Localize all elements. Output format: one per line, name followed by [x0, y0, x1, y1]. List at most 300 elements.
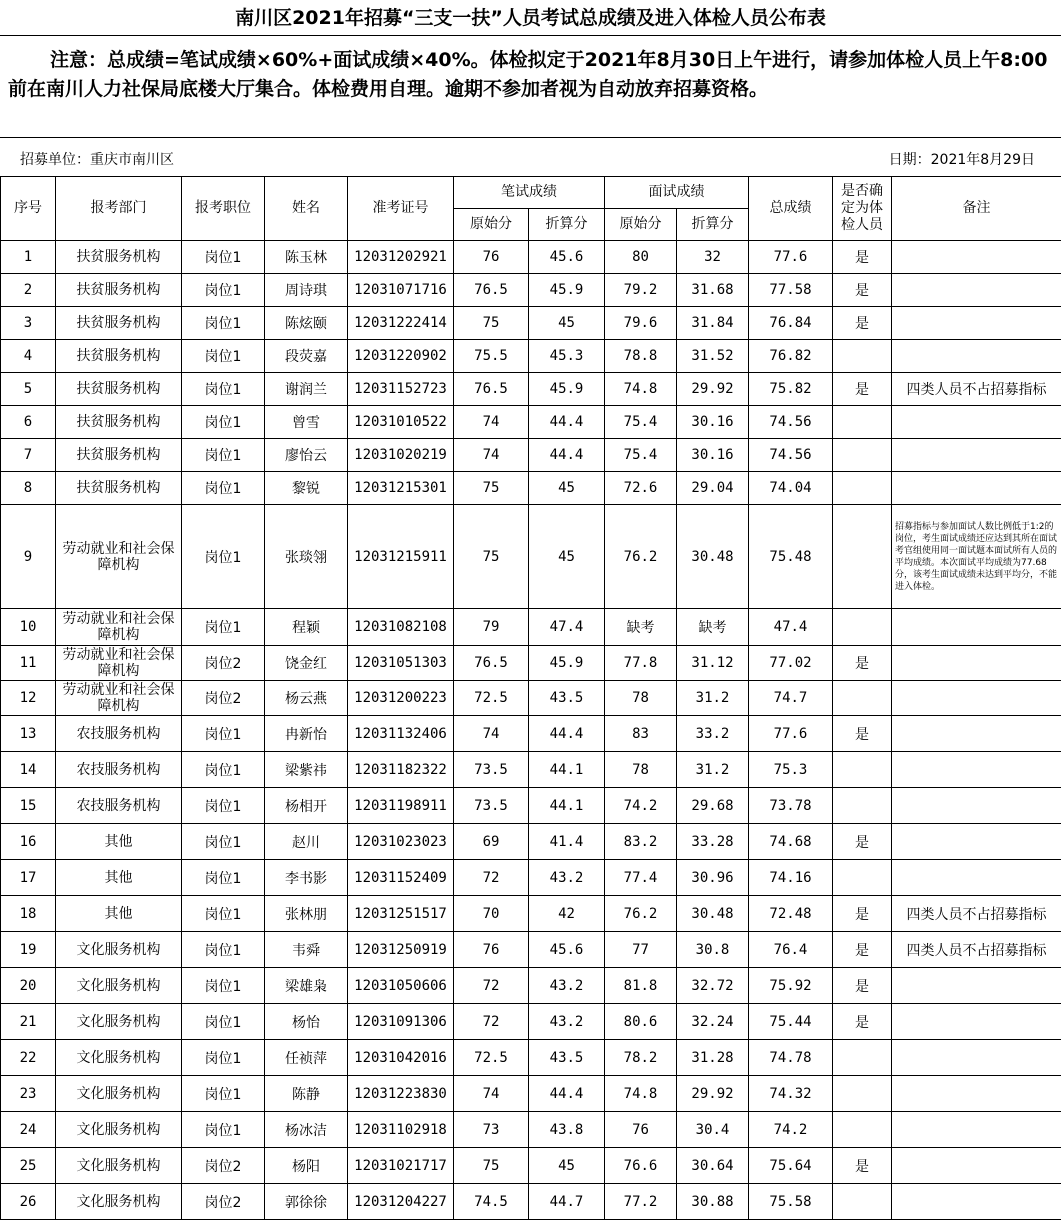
- cell-confirmed: 是: [833, 896, 892, 932]
- cell-written-converted: 43.2: [529, 968, 605, 1004]
- cell-post: 岗位1: [182, 307, 265, 340]
- cell-name: 杨怡: [265, 1004, 348, 1040]
- cell-dept: 扶贫服务机构: [56, 274, 182, 307]
- cell-dept: 劳动就业和社会保障机构: [56, 681, 182, 716]
- cell-post: 岗位2: [182, 646, 265, 681]
- cell-name: 郭徐徐: [265, 1184, 348, 1220]
- cell-dept: 文化服务机构: [56, 932, 182, 968]
- cell-written-converted: 44.4: [529, 1076, 605, 1112]
- cell-written-converted: 44.1: [529, 752, 605, 788]
- cell-seq: 13: [1, 716, 56, 752]
- cell-interview-raw: 76.6: [605, 1148, 677, 1184]
- cell-dept: 劳动就业和社会保障机构: [56, 505, 182, 609]
- cell-confirmed: [833, 472, 892, 505]
- cell-remark: [892, 860, 1061, 896]
- cell-remark: [892, 716, 1061, 752]
- cell-interview-converted: 30.8: [677, 932, 749, 968]
- cell-written-converted: 43.2: [529, 860, 605, 896]
- cell-remark: [892, 681, 1061, 716]
- cell-seq: 23: [1, 1076, 56, 1112]
- page-title: 南川区2021年招募“三支一扶”人员考试总成绩及进入体检人员公布表: [0, 0, 1061, 36]
- cell-interview-raw: 77.4: [605, 860, 677, 896]
- cell-interview-converted: 30.64: [677, 1148, 749, 1184]
- cell-post: 岗位2: [182, 1148, 265, 1184]
- cell-written-raw: 72.5: [454, 1040, 529, 1076]
- cell-remark: [892, 1076, 1061, 1112]
- cell-confirmed: [833, 1184, 892, 1220]
- cell-dept: 扶贫服务机构: [56, 373, 182, 406]
- cell-post: 岗位1: [182, 406, 265, 439]
- table-row: [1, 307, 1061, 340]
- cell-total: 77.6: [749, 241, 833, 274]
- cell-name: 韦舜: [265, 932, 348, 968]
- cell-seq: 1: [1, 241, 56, 274]
- cell-remark: [892, 241, 1061, 274]
- cell-ticket: 12031050606: [348, 968, 454, 1004]
- cell-written-raw: 73.5: [454, 788, 529, 824]
- cell-ticket: 12031220902: [348, 340, 454, 373]
- cell-confirmed: 是: [833, 1148, 892, 1184]
- cell-interview-raw: 78.2: [605, 1040, 677, 1076]
- table-row: [1, 1112, 1061, 1148]
- cell-interview-converted: 30.48: [677, 896, 749, 932]
- cell-written-converted: 43.5: [529, 1040, 605, 1076]
- cell-confirmed: [833, 860, 892, 896]
- cell-interview-converted: 30.96: [677, 860, 749, 896]
- cell-total: 74.68: [749, 824, 833, 860]
- cell-post: 岗位1: [182, 340, 265, 373]
- cell-seq: 7: [1, 439, 56, 472]
- cell-written-raw: 74.5: [454, 1184, 529, 1220]
- cell-name: 陈静: [265, 1076, 348, 1112]
- cell-seq: 5: [1, 373, 56, 406]
- cell-dept: 其他: [56, 896, 182, 932]
- cell-interview-raw: 76.2: [605, 896, 677, 932]
- cell-total: 73.78: [749, 788, 833, 824]
- cell-ticket: 12031132406: [348, 716, 454, 752]
- cell-name: 杨冰洁: [265, 1112, 348, 1148]
- cell-interview-raw: 78.8: [605, 340, 677, 373]
- cell-ticket: 12031182322: [348, 752, 454, 788]
- cell-total: 75.92: [749, 968, 833, 1004]
- cell-remark: [892, 646, 1061, 681]
- cell-written-raw: 79: [454, 609, 529, 646]
- cell-confirmed: 是: [833, 373, 892, 406]
- cell-post: 岗位1: [182, 968, 265, 1004]
- cell-seq: 4: [1, 340, 56, 373]
- cell-interview-converted: 32.72: [677, 968, 749, 1004]
- table-row: [1, 788, 1061, 824]
- cell-written-converted: 43.2: [529, 1004, 605, 1040]
- header-dept: 报考部门: [56, 177, 182, 241]
- cell-remark: [892, 406, 1061, 439]
- cell-total: 74.56: [749, 406, 833, 439]
- cell-written-converted: 45: [529, 1148, 605, 1184]
- cell-ticket: 12031023023: [348, 824, 454, 860]
- cell-remark: 四类人员不占招募指标: [892, 896, 1061, 932]
- cell-seq: 18: [1, 896, 56, 932]
- cell-ticket: 12031198911: [348, 788, 454, 824]
- cell-written-raw: 74: [454, 439, 529, 472]
- cell-interview-raw: 76: [605, 1112, 677, 1148]
- cell-name: 黎锐: [265, 472, 348, 505]
- cell-dept: 劳动就业和社会保障机构: [56, 609, 182, 646]
- cell-name: 梁紫祎: [265, 752, 348, 788]
- cell-name: 梁雄枭: [265, 968, 348, 1004]
- cell-written-converted: 45: [529, 472, 605, 505]
- cell-ticket: 12031200223: [348, 681, 454, 716]
- header-remark: 备注: [892, 177, 1061, 241]
- cell-written-raw: 72.5: [454, 681, 529, 716]
- cell-interview-raw: 77: [605, 932, 677, 968]
- cell-remark: [892, 824, 1061, 860]
- cell-written-converted: 45.9: [529, 373, 605, 406]
- table-row: [1, 716, 1061, 752]
- cell-written-converted: 45.9: [529, 274, 605, 307]
- cell-confirmed: 是: [833, 932, 892, 968]
- cell-written-converted: 44.4: [529, 439, 605, 472]
- header-interview-converted: 折算分: [677, 209, 749, 241]
- cell-ticket: 12031250919: [348, 932, 454, 968]
- cell-seq: 24: [1, 1112, 56, 1148]
- cell-ticket: 12031152723: [348, 373, 454, 406]
- cell-interview-converted: 29.92: [677, 373, 749, 406]
- cell-dept: 农技服务机构: [56, 752, 182, 788]
- cell-post: 岗位1: [182, 932, 265, 968]
- cell-written-raw: 75.5: [454, 340, 529, 373]
- cell-interview-converted: 30.16: [677, 439, 749, 472]
- header-confirmed: 是否确定为体检人员: [833, 177, 892, 241]
- cell-interview-raw: 74.8: [605, 373, 677, 406]
- cell-ticket: 12031215301: [348, 472, 454, 505]
- table-row: [1, 646, 1061, 681]
- cell-remark: [892, 439, 1061, 472]
- cell-interview-converted: 30.4: [677, 1112, 749, 1148]
- table-body: [1, 241, 1061, 1220]
- table-row: [1, 274, 1061, 307]
- cell-confirmed: [833, 1040, 892, 1076]
- cell-total: 77.58: [749, 274, 833, 307]
- cell-total: 74.7: [749, 681, 833, 716]
- cell-seq: 22: [1, 1040, 56, 1076]
- cell-post: 岗位1: [182, 505, 265, 609]
- cell-interview-raw: 80.6: [605, 1004, 677, 1040]
- cell-confirmed: 是: [833, 307, 892, 340]
- cell-interview-raw: 75.4: [605, 439, 677, 472]
- table-row: [1, 1184, 1061, 1220]
- cell-seq: 2: [1, 274, 56, 307]
- cell-interview-converted: 29.92: [677, 1076, 749, 1112]
- cell-post: 岗位1: [182, 752, 265, 788]
- cell-ticket: 12031204227: [348, 1184, 454, 1220]
- cell-dept: 扶贫服务机构: [56, 340, 182, 373]
- cell-dept: 文化服务机构: [56, 1148, 182, 1184]
- table-row: [1, 609, 1061, 646]
- cell-seq: 3: [1, 307, 56, 340]
- cell-confirmed: [833, 1112, 892, 1148]
- cell-name: 曾雪: [265, 406, 348, 439]
- cell-remark: 招募指标与参加面试人数比例低于1:2的岗位，考生面试成绩还应达到其所在面试考官组使用同一面试题本面试所有人员的平均成绩。本次面试平均成绩为77.68分，该考生面试成绩未达到平均分，不能进入体检。: [892, 505, 1061, 609]
- cell-total: 72.48: [749, 896, 833, 932]
- cell-seq: 17: [1, 860, 56, 896]
- cell-post: 岗位1: [182, 716, 265, 752]
- cell-ticket: 12031071716: [348, 274, 454, 307]
- cell-interview-converted: 31.2: [677, 752, 749, 788]
- cell-total: 74.56: [749, 439, 833, 472]
- header-seq: 序号: [1, 177, 56, 241]
- cell-ticket: 12031082108: [348, 609, 454, 646]
- cell-post: 岗位2: [182, 1184, 265, 1220]
- cell-written-converted: 44.4: [529, 406, 605, 439]
- cell-dept: 文化服务机构: [56, 1040, 182, 1076]
- cell-seq: 21: [1, 1004, 56, 1040]
- cell-confirmed: [833, 1076, 892, 1112]
- cell-interview-raw: 78: [605, 752, 677, 788]
- table-row: [1, 505, 1061, 609]
- table-row: [1, 1040, 1061, 1076]
- cell-confirmed: [833, 439, 892, 472]
- cell-dept: 其他: [56, 860, 182, 896]
- cell-name: 任祯萍: [265, 1040, 348, 1076]
- cell-written-converted: 41.4: [529, 824, 605, 860]
- publish-date: 日期：2021年8月29日: [888, 152, 1035, 168]
- cell-dept: 文化服务机构: [56, 968, 182, 1004]
- cell-confirmed: [833, 788, 892, 824]
- cell-interview-converted: 33.28: [677, 824, 749, 860]
- cell-written-raw: 74: [454, 716, 529, 752]
- cell-ticket: 12031102918: [348, 1112, 454, 1148]
- cell-ticket: 12031021717: [348, 1148, 454, 1184]
- cell-interview-raw: 83.2: [605, 824, 677, 860]
- results-table: [0, 176, 1061, 1220]
- cell-name: 赵川: [265, 824, 348, 860]
- cell-post: 岗位1: [182, 788, 265, 824]
- header-interview: 面试成绩: [605, 177, 749, 209]
- cell-total: 74.16: [749, 860, 833, 896]
- cell-dept: 农技服务机构: [56, 716, 182, 752]
- cell-interview-converted: 30.16: [677, 406, 749, 439]
- cell-dept: 文化服务机构: [56, 1004, 182, 1040]
- cell-remark: [892, 1004, 1061, 1040]
- cell-interview-converted: 31.12: [677, 646, 749, 681]
- cell-total: 76.82: [749, 340, 833, 373]
- cell-post: 岗位1: [182, 1040, 265, 1076]
- cell-written-converted: 45.9: [529, 646, 605, 681]
- header-written: 笔试成绩: [454, 177, 605, 209]
- cell-interview-raw: 76.2: [605, 505, 677, 609]
- cell-interview-raw: 80: [605, 241, 677, 274]
- cell-name: 周诗琪: [265, 274, 348, 307]
- table-row: [1, 932, 1061, 968]
- cell-remark: [892, 274, 1061, 307]
- header-total: 总成绩: [749, 177, 833, 241]
- cell-post: 岗位2: [182, 681, 265, 716]
- cell-written-raw: 75: [454, 1148, 529, 1184]
- cell-total: 74.32: [749, 1076, 833, 1112]
- cell-written-raw: 74: [454, 1076, 529, 1112]
- cell-written-raw: 76: [454, 241, 529, 274]
- table-row: [1, 1076, 1061, 1112]
- table-row: [1, 472, 1061, 505]
- header-post: 报考职位: [182, 177, 265, 241]
- table-row: [1, 860, 1061, 896]
- cell-interview-raw: 缺考: [605, 609, 677, 646]
- cell-post: 岗位1: [182, 241, 265, 274]
- cell-dept: 扶贫服务机构: [56, 439, 182, 472]
- cell-interview-raw: 72.6: [605, 472, 677, 505]
- cell-total: 77.6: [749, 716, 833, 752]
- cell-name: 陈炫颐: [265, 307, 348, 340]
- cell-name: 杨相开: [265, 788, 348, 824]
- cell-seq: 26: [1, 1184, 56, 1220]
- cell-written-converted: 44.4: [529, 716, 605, 752]
- header-written-raw: 原始分: [454, 209, 529, 241]
- cell-written-converted: 43.5: [529, 681, 605, 716]
- cell-written-raw: 76: [454, 932, 529, 968]
- cell-name: 程颖: [265, 609, 348, 646]
- cell-post: 岗位1: [182, 472, 265, 505]
- cell-confirmed: [833, 609, 892, 646]
- cell-interview-converted: 29.68: [677, 788, 749, 824]
- cell-post: 岗位1: [182, 439, 265, 472]
- cell-total: 76.4: [749, 932, 833, 968]
- cell-written-raw: 74: [454, 406, 529, 439]
- cell-seq: 9: [1, 505, 56, 609]
- cell-dept: 扶贫服务机构: [56, 472, 182, 505]
- cell-written-raw: 75: [454, 307, 529, 340]
- cell-seq: 20: [1, 968, 56, 1004]
- cell-post: 岗位1: [182, 1076, 265, 1112]
- cell-interview-converted: 30.88: [677, 1184, 749, 1220]
- cell-post: 岗位1: [182, 609, 265, 646]
- header-written-converted: 折算分: [529, 209, 605, 241]
- table-row: [1, 752, 1061, 788]
- cell-name: 张林朋: [265, 896, 348, 932]
- cell-interview-raw: 78: [605, 681, 677, 716]
- cell-confirmed: 是: [833, 274, 892, 307]
- cell-interview-converted: 33.2: [677, 716, 749, 752]
- cell-written-raw: 72: [454, 1004, 529, 1040]
- cell-written-raw: 72: [454, 968, 529, 1004]
- cell-seq: 12: [1, 681, 56, 716]
- cell-ticket: 12031042016: [348, 1040, 454, 1076]
- table-row: [1, 824, 1061, 860]
- cell-interview-raw: 83: [605, 716, 677, 752]
- cell-interview-converted: 30.48: [677, 505, 749, 609]
- cell-written-converted: 42: [529, 896, 605, 932]
- cell-post: 岗位1: [182, 274, 265, 307]
- cell-total: 74.04: [749, 472, 833, 505]
- cell-total: 75.44: [749, 1004, 833, 1040]
- cell-confirmed: [833, 406, 892, 439]
- cell-remark: [892, 340, 1061, 373]
- cell-post: 岗位1: [182, 860, 265, 896]
- table-row: [1, 968, 1061, 1004]
- cell-ticket: 12031222414: [348, 307, 454, 340]
- cell-ticket: 12031223830: [348, 1076, 454, 1112]
- cell-interview-converted: 31.28: [677, 1040, 749, 1076]
- cell-total: 77.02: [749, 646, 833, 681]
- cell-written-converted: 47.4: [529, 609, 605, 646]
- cell-name: 李书影: [265, 860, 348, 896]
- cell-dept: 农技服务机构: [56, 788, 182, 824]
- header-ticket: 准考证号: [348, 177, 454, 241]
- notice-text: 注意：总成绩=笔试成绩×60%+面试成绩×40%。体检拟定于2021年8月30日上午进行，请参加体检人员上午8:00前在南川人力社保局底楼大厅集合。体检费用自理。逾期不参加者视为自动放弃招募资格。: [0, 36, 1061, 138]
- cell-remark: [892, 752, 1061, 788]
- cell-total: 75.58: [749, 1184, 833, 1220]
- cell-ticket: 12031020219: [348, 439, 454, 472]
- cell-confirmed: 是: [833, 968, 892, 1004]
- cell-dept: 扶贫服务机构: [56, 406, 182, 439]
- cell-ticket: 12031091306: [348, 1004, 454, 1040]
- unit-date-row: [0, 138, 1061, 176]
- cell-confirmed: 是: [833, 1004, 892, 1040]
- table-row: [1, 681, 1061, 716]
- cell-written-converted: 45.6: [529, 241, 605, 274]
- cell-written-converted: 43.8: [529, 1112, 605, 1148]
- cell-remark: 四类人员不占招募指标: [892, 373, 1061, 406]
- cell-written-converted: 44.1: [529, 788, 605, 824]
- cell-interview-raw: 77.2: [605, 1184, 677, 1220]
- cell-written-converted: 45: [529, 307, 605, 340]
- cell-seq: 14: [1, 752, 56, 788]
- cell-post: 岗位1: [182, 1112, 265, 1148]
- cell-total: 75.3: [749, 752, 833, 788]
- cell-total: 76.84: [749, 307, 833, 340]
- cell-confirmed: 是: [833, 646, 892, 681]
- cell-ticket: 12031010522: [348, 406, 454, 439]
- table-row: [1, 340, 1061, 373]
- cell-seq: 16: [1, 824, 56, 860]
- cell-written-raw: 69: [454, 824, 529, 860]
- cell-total: 74.78: [749, 1040, 833, 1076]
- cell-seq: 6: [1, 406, 56, 439]
- cell-ticket: 12031051303: [348, 646, 454, 681]
- cell-remark: [892, 472, 1061, 505]
- cell-interview-raw: 79.6: [605, 307, 677, 340]
- cell-interview-raw: 77.8: [605, 646, 677, 681]
- cell-interview-raw: 74.2: [605, 788, 677, 824]
- cell-total: 75.82: [749, 373, 833, 406]
- cell-confirmed: 是: [833, 824, 892, 860]
- cell-remark: 四类人员不占招募指标: [892, 932, 1061, 968]
- cell-post: 岗位1: [182, 1004, 265, 1040]
- cell-written-converted: 45: [529, 505, 605, 609]
- cell-name: 饶金红: [265, 646, 348, 681]
- cell-dept: 文化服务机构: [56, 1076, 182, 1112]
- cell-total: 75.64: [749, 1148, 833, 1184]
- cell-written-raw: 73.5: [454, 752, 529, 788]
- cell-dept: 其他: [56, 824, 182, 860]
- cell-remark: [892, 788, 1061, 824]
- cell-post: 岗位1: [182, 373, 265, 406]
- cell-ticket: 12031152409: [348, 860, 454, 896]
- table-row: [1, 373, 1061, 406]
- cell-interview-raw: 74.8: [605, 1076, 677, 1112]
- cell-ticket: 12031251517: [348, 896, 454, 932]
- cell-confirmed: [833, 505, 892, 609]
- cell-total: 74.2: [749, 1112, 833, 1148]
- cell-written-raw: 76.5: [454, 274, 529, 307]
- cell-written-converted: 44.7: [529, 1184, 605, 1220]
- cell-interview-converted: 31.2: [677, 681, 749, 716]
- cell-seq: 19: [1, 932, 56, 968]
- cell-dept: 文化服务机构: [56, 1184, 182, 1220]
- cell-name: 张琰翎: [265, 505, 348, 609]
- cell-remark: [892, 1184, 1061, 1220]
- cell-written-raw: 70: [454, 896, 529, 932]
- cell-written-raw: 76.5: [454, 373, 529, 406]
